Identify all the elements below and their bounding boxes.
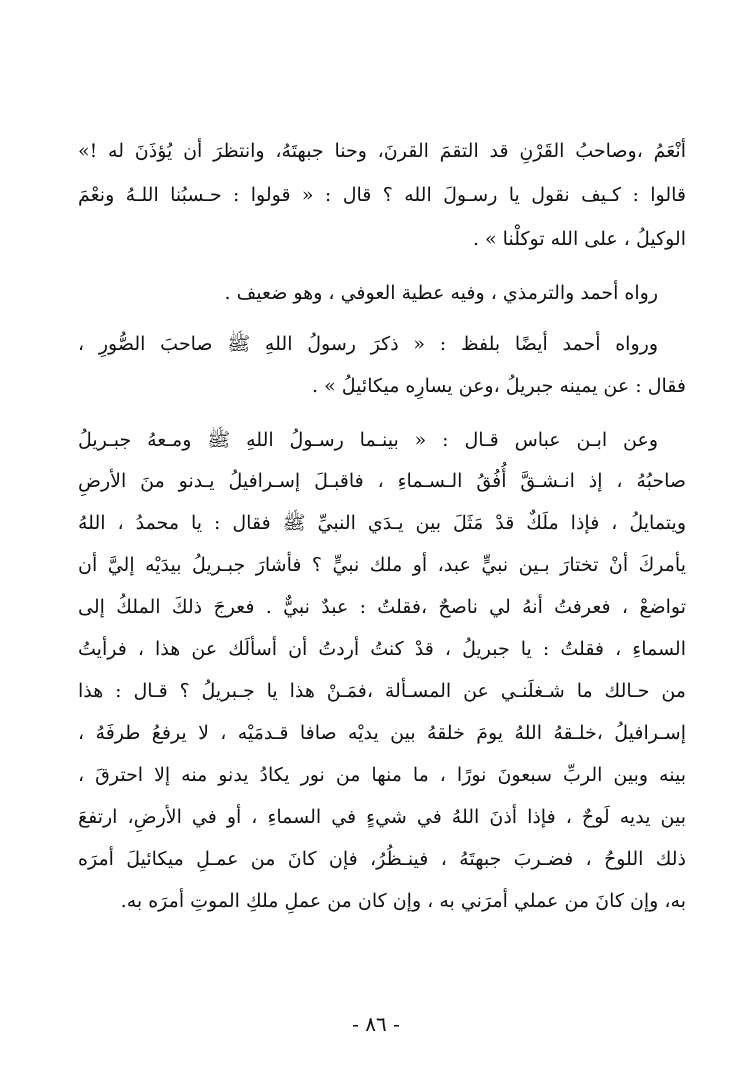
- text-line: رواه أحمد والترمذي ، وفيه عطية العوفي ، وهو ضعيف .: [224, 282, 658, 304]
- text-line: الوكيلُ ، على الله توكلْنا » .: [472, 228, 686, 250]
- text-line: صاحبُهُ ، إذ انـشـقَّ أُفُقُ الـسـماءِ ، فاقبـلَ إسـرافيلُ يـدنو منَ الأرضِ: [78, 470, 686, 492]
- text-line: أنْعَمُ ،وصاحبُ القَرْنِ قد التقمَ القرنَ، وحنا جبهتَهُ، وانتظرَ أن يُؤذَنَ له !»: [78, 140, 686, 162]
- text-line: قالوا : كـيف نقول يا رسـولَ الله ؟ قال : « قولوا : حـسبُنا اللـهُ ونعْمَ: [78, 184, 686, 206]
- body-text: [78, 0, 686, 1000]
- text-line: إسـرافيلُ ،خلـقهُ اللهُ يومَ خلقهُ بين يديْه صافا قـدمَيْه ، لا يرفعُ طرفَهُ ،: [78, 722, 686, 744]
- text-line: تواضعْ ، فعرفتُ أنهُ لي ناصحٌ ،فقلتُ : عبدٌ نبيٌّ . فعرجَ ذلكَ الملكُ إلى: [78, 596, 686, 618]
- text-line: من حـالك ما شـغلَنـي عن المسـألة ،فمَـنْ هذا يا جـبريلُ ؟ قـال : هذا: [78, 680, 686, 702]
- text-line: السماءِ ، فقلتُ : يا جبريلُ ، قدْ كنتُ أردتُ أن أسألَك عن هذا ، فرأيتُ: [78, 638, 686, 660]
- text-line: يأمركَ أنْ تختارَ بـين نبيٍّ عبد، أو ملك نبيٍّ ؟ فأشارَ جبـريلُ بيدَيْه إليَّ أن: [78, 554, 686, 576]
- text-line: ورواه أحمد أيضًا بلفظ : « ذكرَ رسولُ اللهِ ﷺ صاحبَ الصُّورِ ،: [78, 333, 658, 355]
- text-line: به، وإن كانَ من عملي أمرَني به ، وإن كان من عملِ ملكِ الموتِ أمرَه به.: [120, 890, 686, 912]
- text-line: ذلك اللوحُ ، فضـربَ جبهتَهُ ، فينـظُرُ، فإن كانَ من عمـلِ ميكائيلَ أمرَه: [78, 848, 686, 870]
- text-line: ويتمايلُ ، فإذا ملَكٌ قدْ مَثَلَ بين يـدَي النبيِّ ﷺ فقال : يا محمدُ ، اللهُ: [78, 512, 686, 534]
- page-number: - ٨٦ -: [352, 1012, 400, 1036]
- text-line: فقال : عن يمينه جبريلُ ،وعن يسارِه ميكائيلُ » .: [312, 375, 686, 397]
- text-line: بين يديه لَوحٌ ، فإذا أذنَ اللهُ في شيءٍ في السماءِ ، أو في الأرضِ، ارتفعَ: [78, 806, 686, 828]
- text-line: بينه وبين الربِّ سبعونَ نورًا ، ما منها من نور يكادُ يدنو منه إلا احترقَ ،: [78, 764, 686, 786]
- text-line: وعن ابـن عباس قـال : « بينـما رسـولُ اللهِ ﷺ ومـعهُ جبـريلُ: [78, 429, 658, 451]
